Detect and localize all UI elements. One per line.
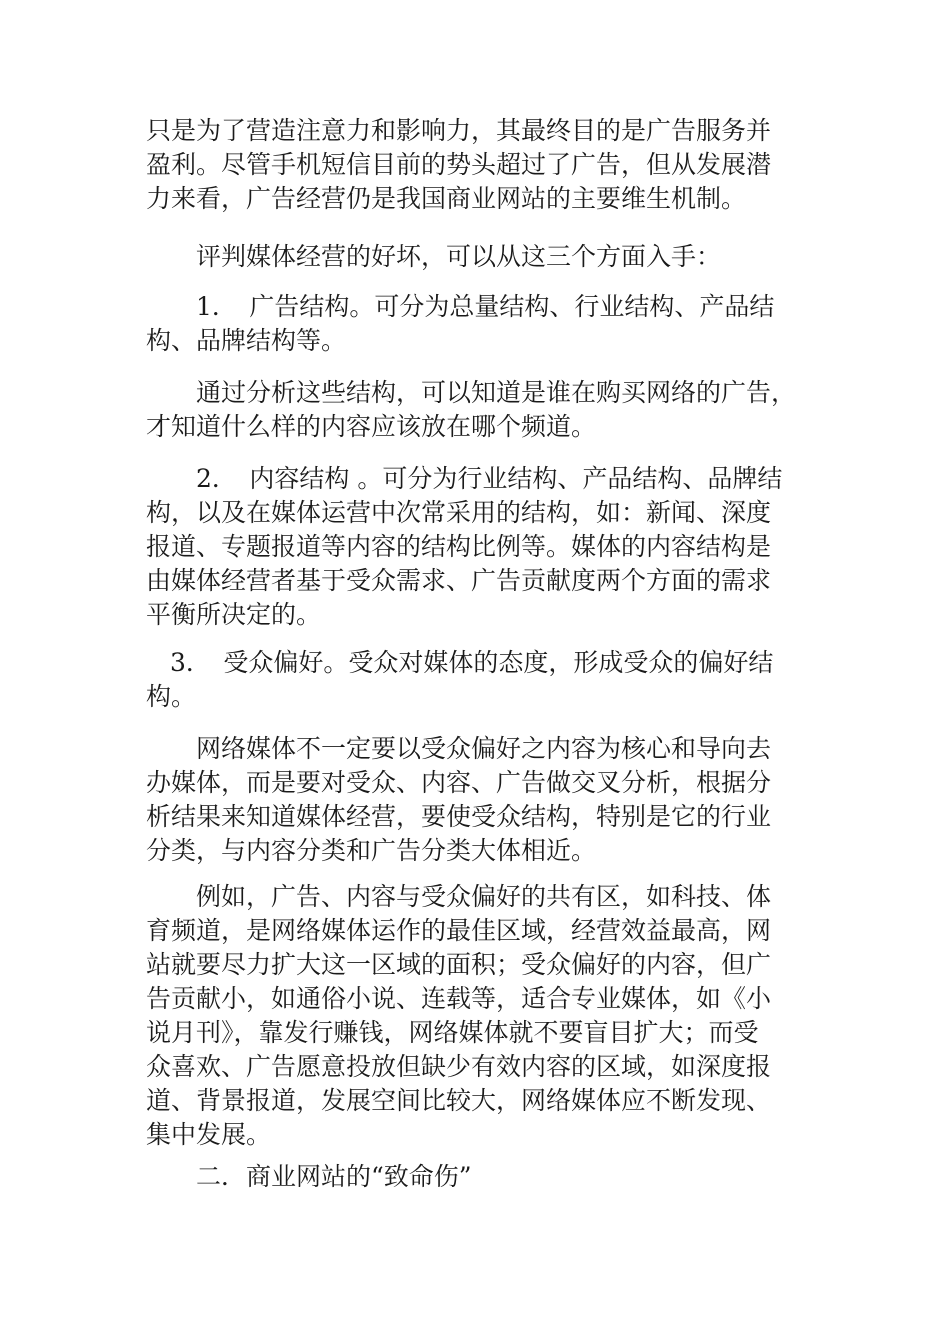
paragraph bbox=[146, 376, 806, 444]
text-line: 2． 内容结构 。可分为行业结构、产品结构、品牌结 bbox=[196, 464, 783, 493]
text-line: 析结果来知道媒体经营，要使受众结构，特别是它的行业 bbox=[146, 802, 772, 831]
text-line: 只是为了营造注意力和影响力，其最终目的是广告服务并 bbox=[146, 116, 772, 145]
text-line: 构、品牌结构等。 bbox=[146, 326, 347, 355]
text-line: 育频道，是网络媒体运作的最佳区域，经营效益最高，网 bbox=[146, 916, 772, 945]
text-line: 例如，广告、内容与受众偏好的共有区，如科技、体 bbox=[196, 882, 772, 911]
text-line: 通过分析这些结构，可以知道是谁在购买网络的广告， bbox=[196, 378, 797, 407]
text-line: 集中发展。 bbox=[146, 1120, 272, 1149]
list-item bbox=[146, 646, 806, 714]
text-line: 由媒体经营者基于受众需求、广告贡献度两个方面的需求 bbox=[146, 566, 772, 595]
text-line: 分类，与内容分类和广告分类大体相近。 bbox=[146, 836, 597, 865]
text-line: 网络媒体不一定要以受众偏好之内容为核心和导向去 bbox=[196, 734, 772, 763]
text-line: 告贡献小，如通俗小说、连载等，适合专业媒体，如《小 bbox=[146, 984, 772, 1013]
text-line: 站就要尽力扩大这一区域的面积；受众偏好的内容，但广 bbox=[146, 950, 772, 979]
paragraph bbox=[146, 880, 806, 1152]
paragraph bbox=[146, 114, 806, 216]
text-line: 构，以及在媒体运营中次常采用的结构，如：新闻、深度 bbox=[146, 498, 772, 527]
text-line: 平衡所决定的。 bbox=[146, 600, 322, 629]
text-line: 盈利。尽管手机短信目前的势头超过了广告，但从发展潜 bbox=[146, 150, 772, 179]
text-line: 报道、专题报道等内容的结构比例等。媒体的内容结构是 bbox=[146, 532, 772, 561]
text-line: 1． 广告结构。可分为总量结构、行业结构、产品结 bbox=[196, 292, 775, 321]
text-line: 道、背景报道，发展空间比较大，网络媒体应不断发现、 bbox=[146, 1086, 772, 1115]
text-line: 办媒体，而是要对受众、内容、广告做交叉分析，根据分 bbox=[146, 768, 772, 797]
text-line: 二．商业网站的“致命伤” bbox=[196, 1162, 472, 1191]
text-line: 说月刊》，靠发行赚钱，网络媒体就不要盲目扩大；而受 bbox=[146, 1018, 759, 1047]
paragraph bbox=[146, 240, 806, 274]
text-line: 构。 bbox=[146, 682, 197, 711]
paragraph bbox=[146, 732, 806, 868]
text-line: 评判媒体经营的好坏，可以从这三个方面入手： bbox=[196, 242, 722, 271]
text-line: 才知道什么样的内容应该放在哪个频道。 bbox=[146, 412, 597, 441]
text-line: 众喜欢、广告愿意投放但缺少有效内容的区域，如深度报 bbox=[146, 1052, 772, 1081]
list-item bbox=[146, 462, 806, 632]
section-heading bbox=[146, 1160, 806, 1194]
text-line: 力来看，广告经营仍是我国商业网站的主要维生机制。 bbox=[146, 184, 747, 213]
list-item bbox=[146, 290, 806, 358]
text-line: 3． 受众偏好。受众对媒体的态度，形成受众的偏好结 bbox=[170, 648, 774, 677]
